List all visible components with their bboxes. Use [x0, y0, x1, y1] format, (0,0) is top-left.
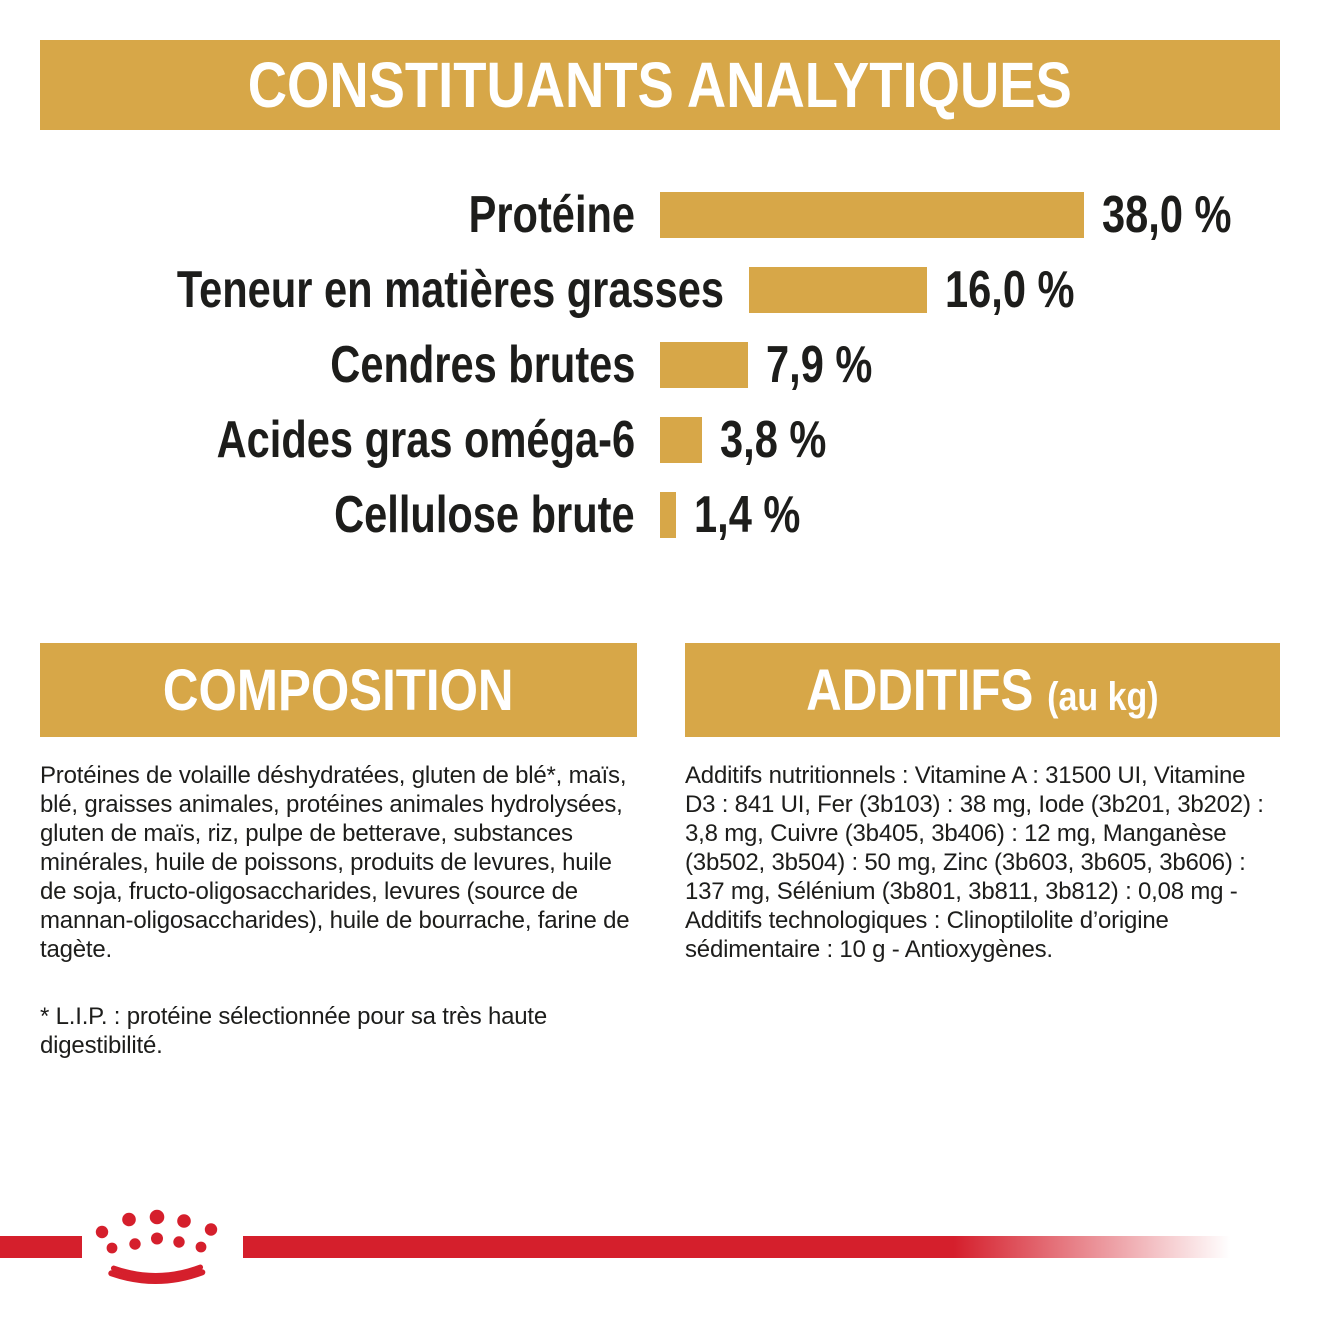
- composition-body: Protéines de volaille déshydratées, gluten de blé*, maïs, blé, graisses animales, protéines animales hydrolysées, gluten de maïs, riz, pulpe de betterave, substances minérales, huile de poissons, produits de levures, huile de soja, fructo-oligosaccharides, levures (source de mannan-oligosaccharides), huile de bourrache, farine de tagète.: [40, 762, 630, 963]
- bar-value: 3,8 %: [720, 411, 827, 469]
- analytical-constituents-banner: [40, 40, 1280, 130]
- bar-row-ash: [40, 336, 1280, 394]
- additifs-body: Additifs nutritionnels : Vitamine A : 31500 UI, Vitamine D3 : 841 UI, Fer (3b103) : 38 mg, Iode (3b201, 3b202) : 3,8 mg, Cuivre (3b405, 3b406) : 12 mg, Manganèse (3b502, 3b504) : 50 mg, Zinc (3b603, 3b605, 3b606) : 137 mg, Sélénium (3b801, 3b811, 3b812) : 0,08 mg - Additifs technologiques : Clinoptilolite d’origine sédimentaire : 10 g - Antioxygènes.: [685, 762, 1264, 963]
- bar-label: Acides gras oméga-6: [216, 411, 635, 469]
- bar: [660, 492, 676, 538]
- additifs-section: [685, 643, 1280, 1060]
- bar-value: 7,9 %: [766, 336, 873, 394]
- additifs-title: ADDITIFS (au kg): [806, 657, 1159, 723]
- bar-label: Cendres brutes: [329, 336, 635, 394]
- additifs-title-suffix: (au kg): [1047, 674, 1159, 719]
- bar-label: Cellulose brute: [334, 486, 635, 544]
- composition-title: COMPOSITION: [163, 657, 514, 723]
- composition-footnote: * L.I.P. : protéine sélectionnée pour sa très haute digestibilité.: [40, 1003, 548, 1059]
- composition-section: [40, 643, 637, 1060]
- bar: [749, 267, 927, 313]
- additifs-banner: [685, 643, 1280, 737]
- bar-value: 16,0 %: [945, 261, 1075, 319]
- bar-row-fat: [40, 261, 1280, 319]
- brand-stripe-left: [0, 1236, 82, 1258]
- bar: [660, 417, 702, 463]
- bar-value: 1,4 %: [694, 486, 801, 544]
- brand-stripe-right: [243, 1236, 1230, 1258]
- bar: [660, 192, 1084, 238]
- analytical-constituents-title: CONSTITUANTS ANALYTIQUES: [247, 49, 1073, 121]
- bar-row-protein: [40, 186, 1280, 244]
- bar: [660, 342, 748, 388]
- composition-banner: [40, 643, 637, 737]
- royal-canin-crown-icon: [88, 1205, 233, 1295]
- bar-label: Protéine: [468, 186, 635, 244]
- bar-row-fibre: [40, 486, 1280, 544]
- bar-label: Teneur en matières grasses: [176, 261, 725, 319]
- bar-value: 38,0 %: [1102, 186, 1232, 244]
- constituents-chart: [40, 186, 1280, 544]
- bar-row-omega6: [40, 411, 1280, 469]
